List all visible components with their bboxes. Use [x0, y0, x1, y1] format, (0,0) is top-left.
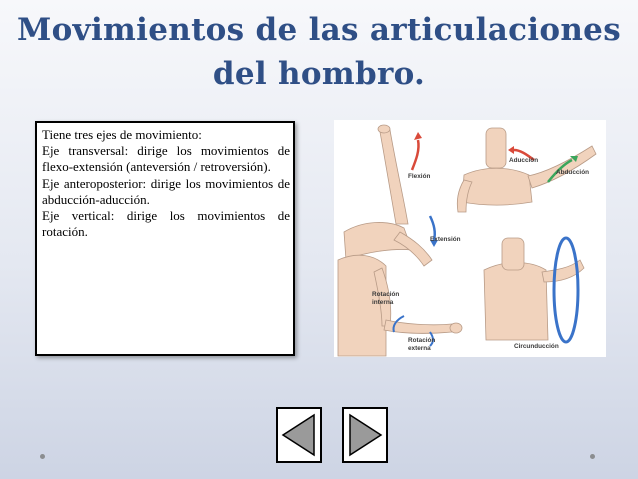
triangle-right-icon: [346, 412, 384, 458]
label-abduccion: Abducción: [556, 169, 590, 176]
text-box: [35, 121, 295, 356]
label-rotacion-interna-1: Rotación: [372, 291, 400, 298]
title-line-1: Movimientos de las articulaciones: [17, 12, 621, 48]
body-line-transverse: Eje transversal: dirige los movimientos de flexo-extensión (anteversión / retroversión).: [42, 143, 290, 175]
circumduction-ellipse: [554, 238, 578, 342]
label-aduccion: Aducción: [509, 157, 539, 164]
label-rotacion-externa-2: externa: [408, 345, 431, 352]
slide-title: [0, 8, 638, 96]
shoulder-illustration: [334, 120, 606, 357]
rotation-figure: [338, 255, 462, 356]
next-slide-button[interactable]: [342, 407, 388, 463]
label-rotacion-interna-2: interna: [372, 299, 394, 306]
body-line-axes: Tiene tres ejes de movimiento:: [42, 127, 202, 142]
body-line-vertical: Eje vertical: dirige los movimientos de rotación.: [42, 208, 290, 240]
flexion-arrow-head: [414, 132, 422, 140]
label-rotacion-externa-1: Rotación: [408, 337, 436, 344]
flexion-arrow: [412, 140, 419, 170]
previous-slide-button[interactable]: [276, 407, 322, 463]
label-flexion: Flexión: [408, 173, 431, 180]
label-circunduccion: Circunducción: [514, 343, 559, 350]
body-line-anteroposterior: Eje anteroposterior: dirige los movimientos de abducción-aducción.: [42, 175, 290, 207]
shoulder-movements-figure: [334, 120, 606, 357]
decorative-dot-right: [590, 454, 595, 459]
label-extension: Extensión: [430, 236, 461, 243]
triangle-left-icon: [280, 412, 318, 458]
title-line-2: del hombro.: [212, 56, 426, 92]
circumduction-figure: [484, 238, 584, 340]
adduction-arrow-head: [508, 146, 514, 154]
decorative-dot-left: [40, 454, 45, 459]
